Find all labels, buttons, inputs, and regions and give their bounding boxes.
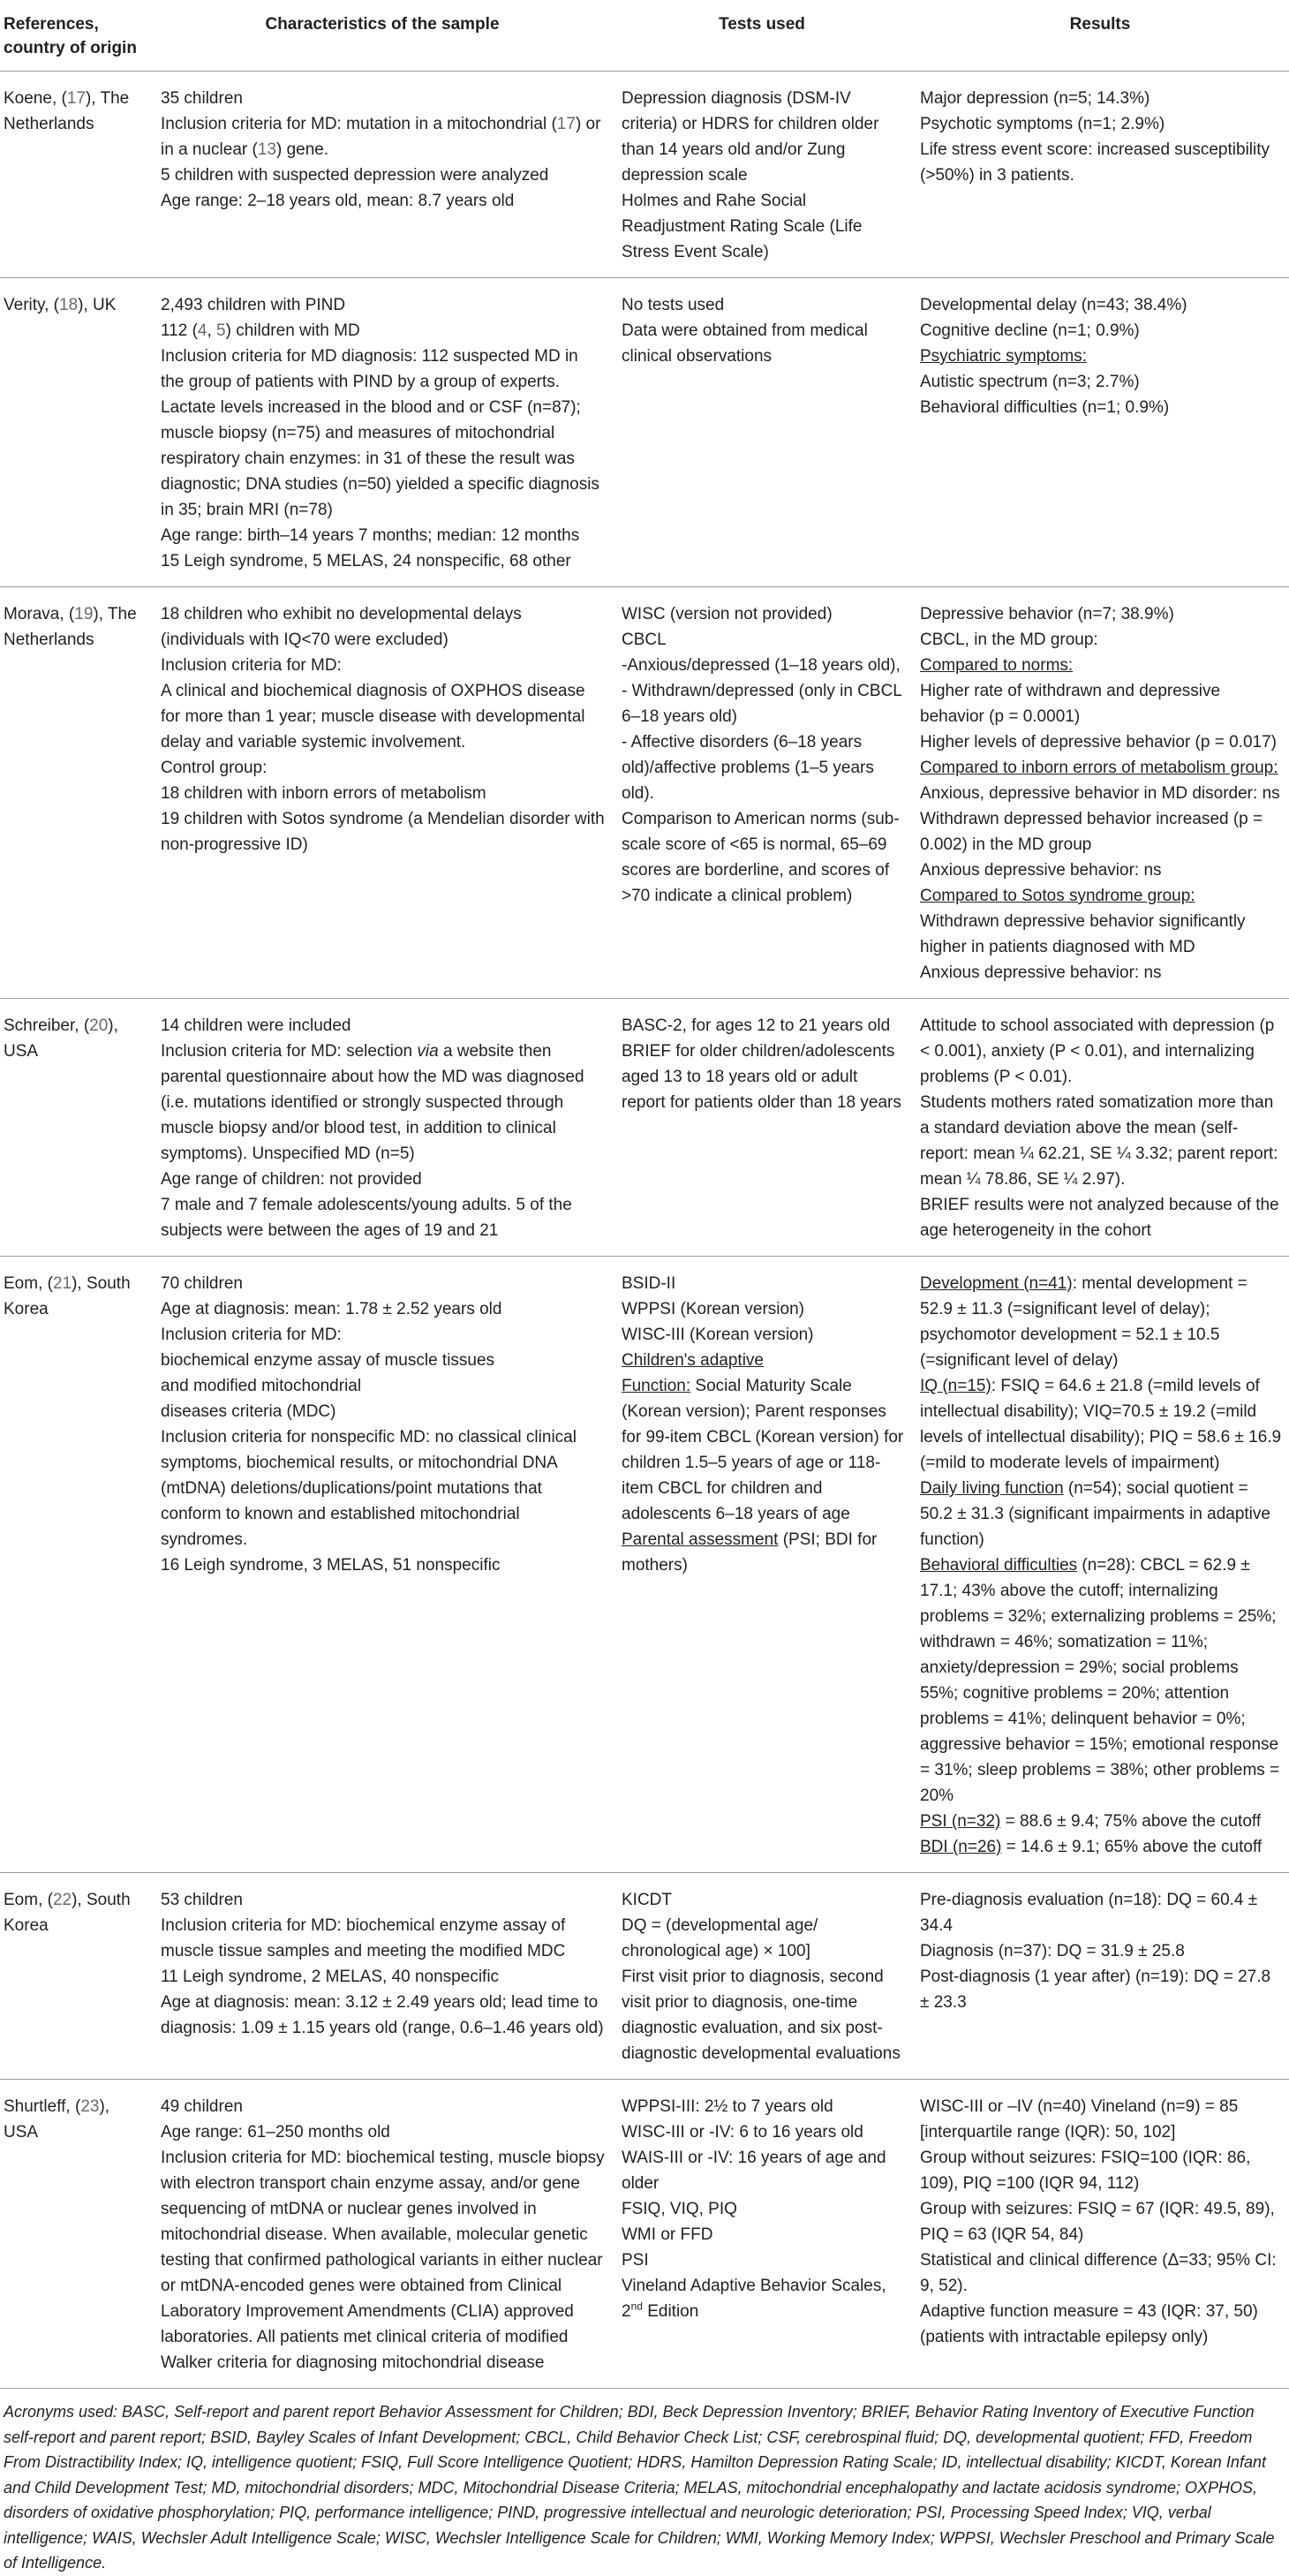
reference-cell	[0, 278, 152, 587]
results-line: Post-diagnosis (1 year after) (n=19): DQ = 27.8 ± 23.3	[920, 1968, 1271, 2012]
tests-line: - Withdrawn/depressed (only in CBCL 6–18 years old)	[622, 682, 902, 726]
table-body	[0, 72, 1289, 2389]
results-line: Group without seizures: FSIQ=100 (IQR: 86, 109), PIQ =100 (IQR 94, 112)	[920, 2149, 1251, 2193]
tests-cell	[613, 2080, 911, 2389]
reference-number-link[interactable]: 5	[216, 321, 226, 340]
sample-line: Age range: birth–14 years 7 months; median: 12 months	[161, 526, 580, 545]
reference-country: ), The Netherlands	[4, 605, 137, 649]
tests-line: Parental assessment (PSI; BDI for mothers)	[622, 1530, 878, 1575]
results-line: Development (n=41): mental development = 52.9 ± 11.3 (=significant level of delay); psychomotor development = 52.1 ± 10.5 (=significant level of delay)	[920, 1274, 1248, 1370]
results-subheading: Compared to Sotos syndrome group:	[920, 887, 1195, 905]
tests-line: BRIEF for older children/adolescents aged 13 to 18 years old or adult report for patients older than 18 years	[622, 1042, 901, 1112]
table-row	[0, 1873, 1289, 2080]
reference-country: ), USA	[4, 1016, 118, 1061]
results-cell	[911, 587, 1289, 999]
acronyms-footnote: Acronyms used: BASC, Self-report and parent report Behavior Assessment for Children; BDI, Beck Depression Inventory; BRIEF, Behavior Rating Inventory of Executive Function self-report and parent report; BSID, Bayley Scales of Infant Development; CBCL, Child Behavior Check List; CSF, cerebrospinal fluid; DQ, developmental quotient; FFD, Freedom From Distractibility Index; IQ, intelligence quotient; FSIQ, Full Score Intelligence Quotient; HDRS, Hamilton Depression Rating Scale; ID, intellectual disability; KICDT, Korean Infant and Child Development Test; MD, mitochondrial disorders; MDC, Mitochondrial Disease Criteria; MELAS, mitochondrial encephalopathy and lactate acidosis syndrome; OXPHOS, disorders of oxidative phosphorylation; PIQ, performance intelligence; PIND, progressive intellectual and neurologic deterioration; PSI, Processing Speed Index; VIQ, verbal intelligence; WAIS, Wechsler Adult Intelligence Scale; WISC, Wechsler Intelligence Scale for Children; WMI, Working Memory Index; WPPSI, Wechsler Preschool and Primary Scale of Intelligence.	[4, 2403, 1275, 2572]
sample-line: Inclusion criteria for MD:	[161, 656, 342, 675]
tests-line: PSI	[622, 2251, 649, 2270]
header-row	[0, 0, 1289, 72]
reference-country: ), UK	[78, 296, 117, 314]
tests-cell	[613, 278, 911, 587]
sample-line: Inclusion criteria for nonspecific MD: no classical clinical symptoms, biochemical results, or mitochondrial DNA (mtDNA) deletions/duplications/point mutations that conform to known and established mitochondrial syndromes.	[161, 1428, 577, 1549]
results-line: Anxious, depressive behavior in MD disorder: ns	[920, 784, 1280, 803]
table-row	[0, 2080, 1289, 2389]
results-line: IQ (n=15): FSIQ = 64.6 ± 21.8 (=mild levels of intellectual disability); VIQ=70.5 ± 19.2 (=mild levels of intellectual disability); PIQ = 58.6 ± 16.9 (=mild to moderate levels of impairment)	[920, 1377, 1282, 1472]
reference-number-link[interactable]: 19	[74, 605, 94, 623]
reference-number-link[interactable]: 21	[52, 1274, 72, 1293]
header-references-line1: References,	[4, 15, 99, 34]
tests-line: BASC-2, for ages 12 to 21 years old	[622, 1016, 891, 1035]
results-cell	[911, 1873, 1289, 2080]
results-line: PSI (n=32) = 88.6 ± 9.4; 75% above the cutoff	[920, 1812, 1262, 1831]
underlined-label: IQ (n=15)	[920, 1377, 991, 1395]
reference-cell	[0, 587, 152, 999]
sample-line: 70 children	[161, 1274, 243, 1293]
results-line: BRIEF results were not analyzed because of the age heterogeneity in the cohort	[920, 1196, 1279, 1240]
tests-line: WPPSI (Korean version)	[622, 1300, 804, 1318]
underlined-label: Parental assessment	[622, 1530, 779, 1549]
results-line: Depressive behavior (n=7; 38.9%)	[920, 605, 1174, 623]
tests-cell	[613, 1873, 911, 2080]
underlined-label: BDI (n=26)	[920, 1838, 1002, 1856]
reference-country: ), South Korea	[4, 1274, 131, 1318]
sample-line: A clinical and biochemical diagnosis of OXPHOS disease for more than 1 year; muscle disease with developmental delay and variable systemic involvement.	[161, 682, 585, 752]
results-cell	[911, 72, 1289, 278]
results-line: Higher levels of depressive behavior (p = 0.017)	[920, 733, 1277, 752]
tests-cell	[613, 999, 911, 1257]
tests-line: No tests used	[622, 296, 725, 314]
results-cell	[911, 999, 1289, 1257]
tests-line: KICDT	[622, 1891, 672, 1909]
tests-line: WISC (version not provided)	[622, 605, 833, 623]
reference-number-link[interactable]: 22	[52, 1891, 72, 1909]
results-line: Withdrawn depressed behavior increased (p = 0.002) in the MD group	[920, 810, 1263, 854]
tests-line: Comparison to American norms (sub-scale score of <65 is normal, 65–69 scores are borderline, and scores of >70 indicate a clinical problem)	[622, 810, 900, 905]
header-references	[0, 0, 152, 72]
sample-line: 5 children with suspected depression were analyzed	[161, 166, 549, 185]
sample-line: Inclusion criteria for MD: biochemical testing, muscle biopsy with electron transport chain enzyme assay, and/or gene sequencing of mtDNA or nuclear genes involved in mitochondrial disease. When available, molecular genetic testing that confirmed pathological variants in either nuclear or mtDNA-encoded genes were obtained from Clinical Laboratory Improvement Amendments (CLIA) approved laboratories. All patients met clinical criteria of modified Walker criteria for diagnosing mitochondrial disease	[161, 2149, 605, 2372]
sample-line: 16 Leigh syndrome, 3 MELAS, 51 nonspecific	[161, 1556, 501, 1575]
reference-number-link[interactable]: 17	[66, 89, 86, 108]
reference-number-link[interactable]: 20	[89, 1016, 109, 1035]
results-line: Major depression (n=5; 14.3%)	[920, 89, 1150, 108]
sample-cell	[152, 999, 613, 1257]
results-line: Diagnosis (n=37): DQ = 31.9 ± 25.8	[920, 1942, 1185, 1960]
results-line: Behavioral difficulties (n=1; 0.9%)	[920, 398, 1170, 417]
header-tests: Tests used	[613, 0, 911, 72]
tests-line: WMI or FFD	[622, 2225, 713, 2244]
results-line: Autistic spectrum (n=3; 2.7%)	[920, 373, 1140, 391]
results-line: Pre-diagnosis evaluation (n=18): DQ = 60.4 ± 34.4	[920, 1891, 1258, 1935]
reference-number-link[interactable]: 23	[80, 2097, 100, 2116]
header-results: Results	[911, 0, 1289, 72]
reference-number-link[interactable]: 4	[197, 321, 207, 340]
results-line: Attitude to school associated with depression (p < 0.001), anxiety (P < 0.01), and internalizing problems (P < 0.01).	[920, 1016, 1275, 1086]
reference-number-link[interactable]: 17	[556, 115, 576, 133]
sample-line: Age range: 2–18 years old, mean: 8.7 years old	[161, 192, 515, 210]
results-line: Life stress event score: increased susceptibility (>50%) in 3 patients.	[920, 140, 1270, 185]
table-header	[0, 0, 1289, 72]
results-line: WISC-III or –IV (n=40) Vineland (n=9) = 85 [interquartile range (IQR): 50, 102]	[920, 2097, 1239, 2142]
sample-line: 7 male and 7 female adolescents/young adults. 5 of the subjects were between the ages of 19 and 21	[161, 1196, 572, 1240]
tests-line: Function: Social Maturity Scale (Korean version); Parent responses for 99-item CBCL (Korean version) for children 1.5–5 years of age or 118-item CBCL for children and adolescents 6–18 years of age	[622, 1377, 904, 1523]
sample-cell	[152, 278, 613, 587]
reference-author: Schreiber, (	[4, 1016, 90, 1035]
tests-line: WISC-III or -IV: 6 to 16 years old	[622, 2123, 863, 2142]
results-line: Daily living function (n=54); social quotient = 50.2 ± 31.3 (significant impairments in adaptive function)	[920, 1479, 1270, 1549]
results-line: Higher rate of withdrawn and depressive behavior (p = 0.0001)	[920, 682, 1221, 726]
sample-line: Age range of children: not provided	[161, 1170, 422, 1189]
sample-line: diseases criteria (MDC)	[161, 1402, 336, 1421]
sample-line: 112 (4, 5) children with MD	[161, 321, 360, 340]
reference-cell	[0, 999, 152, 1257]
underlined-label: Function:	[622, 1377, 691, 1395]
results-cell	[911, 278, 1289, 587]
reference-author: Shurtleff, (	[4, 2097, 81, 2116]
table-row	[0, 1257, 1289, 1873]
sample-line: Age range: 61–250 months old	[161, 2123, 390, 2142]
results-line: Psychotic symptoms (n=1; 2.9%)	[920, 115, 1165, 133]
tests-line: WPPSI-III: 2½ to 7 years old	[622, 2097, 833, 2116]
results-subheading: Psychiatric symptoms:	[920, 347, 1087, 366]
underlined-label: PSI (n=32)	[920, 1812, 1001, 1831]
table-row	[0, 587, 1289, 999]
tests-line: Data were obtained from medical clinical observations	[622, 321, 868, 366]
results-line: Behavioral difficulties (n=28): CBCL = 62.9 ± 17.1; 43% above the cutoff; internalizing problems = 32%; externalizing problems = 25%; withdrawn = 46%; somatization = 11%; anxiety/depression = 29%; social problems	[920, 1556, 1277, 1677]
sample-line: Inclusion criteria for MD: biochemical enzyme assay of muscle tissue samples and meeting the modified MDC	[161, 1916, 566, 1960]
results-line: Withdrawn depressive behavior significantly higher in patients diagnosed with MD	[920, 912, 1246, 956]
reference-country: ), USA	[4, 2097, 110, 2142]
results-line: Anxious depressive behavior: ns	[920, 963, 1162, 982]
sample-line: Inclusion criteria for MD: selection via a website then parental questionnaire about how the MD was diagnosed (i.e. mutations identified or strongly suspected through muscle biopsy and/or blood test, in addition to clinical symptoms). Unspecified MD (n=5)	[161, 1042, 584, 1163]
tests-line: WAIS-III or -IV: 16 years of age and older	[622, 2149, 886, 2193]
reference-author: Verity, (	[4, 296, 59, 314]
sample-line: 2,493 children with PIND	[161, 296, 346, 314]
sample-line: Inclusion criteria for MD: mutation in a mitochondrial (17) or in a nuclear (13) gene.	[161, 115, 601, 159]
sample-line: Age at diagnosis: mean: 1.78 ± 2.52 years old	[161, 1300, 502, 1318]
header-references-line2: country of origin	[4, 39, 137, 57]
table-row	[0, 72, 1289, 278]
tests-line: Holmes and Rahe Social Readjustment Rating Scale (Life Stress Event Scale)	[622, 192, 863, 261]
sample-line: and modified mitochondrial	[161, 1377, 362, 1395]
reference-cell	[0, 2080, 152, 2389]
results-subheading: Compared to norms:	[920, 656, 1074, 675]
underlined-label: Development (n=41)	[920, 1274, 1073, 1293]
results-line: Students mothers rated somatization more than a standard deviation above the mean (self-report: mean ¼ 62.21, SE ¼ 3.32; parent report: mean ¼ 78.86, SE ¼ 2.97).	[920, 1093, 1278, 1189]
reference-cell	[0, 1873, 152, 2080]
reference-cell	[0, 72, 152, 278]
sample-line: 19 children with Sotos syndrome (a Mendelian disorder with non-progressive ID)	[161, 810, 605, 854]
sample-cell	[152, 1873, 613, 2080]
reference-author: Koene, (	[4, 89, 67, 108]
reference-author: Eom, (	[4, 1891, 53, 1909]
sample-line: 49 children	[161, 2097, 243, 2116]
tests-line: Vineland Adaptive Behavior Scales, 2nd Edition	[622, 2277, 886, 2321]
sample-cell	[152, 2080, 613, 2389]
tests-subheading: Children's adaptive	[622, 1351, 764, 1370]
sample-line: 11 Leigh syndrome, 2 MELAS, 40 nonspecific	[161, 1968, 500, 1986]
tests-line: DQ = (developmental age/ chronological age) × 100]	[622, 1916, 818, 1960]
results-line: Group with seizures: FSIQ = 67 (IQR: 49.5, 89), PIQ = 63 (IQR 54, 84)	[920, 2200, 1275, 2244]
sample-cell	[152, 1257, 613, 1873]
results-line: Statistical and clinical difference (Δ=33; 95% CI: 9, 52).	[920, 2251, 1277, 2295]
underlined-label: Daily living function	[920, 1479, 1064, 1498]
tests-cell	[613, 587, 911, 999]
sample-line: 14 children were included	[161, 1016, 351, 1035]
header-characteristics: Characteristics of the sample	[152, 0, 613, 72]
reference-number-link[interactable]: 13	[257, 140, 276, 159]
tests-line: BSID-II	[622, 1274, 676, 1293]
results-subheading: Compared to inborn errors of metabolism group:	[920, 759, 1278, 777]
table-row	[0, 278, 1289, 587]
reference-country: ), South Korea	[4, 1891, 131, 1935]
sample-line: 18 children with inborn errors of metabolism	[161, 784, 486, 803]
results-line: BDI (n=26) = 14.6 ± 9.1; 65% above the cutoff	[920, 1838, 1263, 1856]
sample-line: 53 children	[161, 1891, 243, 1909]
reference-country: ), The Netherlands	[4, 89, 130, 133]
sample-line: 35 children	[161, 89, 243, 108]
sample-line: Inclusion criteria for MD diagnosis: 112 suspected MD in the group of patients with PIND by a group of experts. Lactate levels increased in the blood and or CSF (n=87); muscle biopsy (n=75) and measures of mitochondrial respiratory chain enzymes: in 31 of these the result was diagnostic; DNA studies (n=50) yielded a specific diagnosis in 35; brain MRI (n=78)	[161, 347, 599, 519]
italic-word: via	[417, 1042, 439, 1061]
tests-cell	[613, 1257, 911, 1873]
sample-line: 15 Leigh syndrome, 5 MELAS, 24 nonspecific, 68 other	[161, 552, 571, 570]
sample-line: 18 children who exhibit no developmental delays (individuals with IQ<70 were excluded)	[161, 605, 522, 649]
superscript: nd	[630, 2300, 643, 2313]
results-line: Developmental delay (n=43; 38.4%)	[920, 296, 1187, 314]
results-line: CBCL, in the MD group:	[920, 631, 1098, 649]
tests-line: CBCL	[622, 631, 667, 649]
tests-line: -Anxious/depressed (1–18 years old),	[622, 656, 901, 675]
results-line: Adaptive function measure = 43 (IQR: 37, 50) (patients with intractable epilepsy only)	[920, 2302, 1258, 2346]
tests-line: - Affective disorders (6–18 years old)/affective problems (1–5 years old).	[622, 733, 874, 803]
results-cell	[911, 2080, 1289, 2389]
table-row	[0, 999, 1289, 1257]
underlined-label: Behavioral difficulties	[920, 1556, 1078, 1575]
sample-cell	[152, 587, 613, 999]
tests-line: Depression diagnosis (DSM-IV criteria) or HDRS for children older than 14 years old and/or Zung depression scale	[622, 89, 879, 185]
reference-cell	[0, 1257, 152, 1873]
results-cell	[911, 1257, 1289, 1873]
tests-line: First visit prior to diagnosis, second visit prior to diagnosis, one-time diagnostic evaluation, and six post-diagnostic developmental evaluations	[622, 1968, 901, 2063]
sample-cell	[152, 72, 613, 278]
reference-author: Eom, (	[4, 1274, 53, 1293]
tests-cell	[613, 72, 911, 278]
tests-line: FSIQ, VIQ, PIQ	[622, 2200, 737, 2218]
sample-line: biochemical enzyme assay of muscle tissues	[161, 1351, 495, 1370]
results-line: 55%; cognitive problems = 20%; attention problems = 41%; delinquent behavior = 0%; aggressive behavior = 15%; emotional response = 31%; sleep problems = 38%; other problems = 20%	[920, 1684, 1280, 1805]
reference-number-link[interactable]: 18	[59, 296, 79, 314]
reference-author: Morava, (	[4, 605, 75, 623]
results-line: Cognitive decline (n=1; 0.9%)	[920, 321, 1140, 340]
tests-line: WISC-III (Korean version)	[622, 1326, 814, 1344]
sample-line: Age at diagnosis: mean: 3.12 ± 2.49 years old; lead time to diagnosis: 1.09 ± 1.15 years old (range, 0.6–1.46 years old)	[161, 1993, 604, 2037]
sample-line: Control group:	[161, 759, 268, 777]
results-line: Anxious depressive behavior: ns	[920, 861, 1162, 880]
sample-line: Inclusion criteria for MD:	[161, 1326, 342, 1344]
